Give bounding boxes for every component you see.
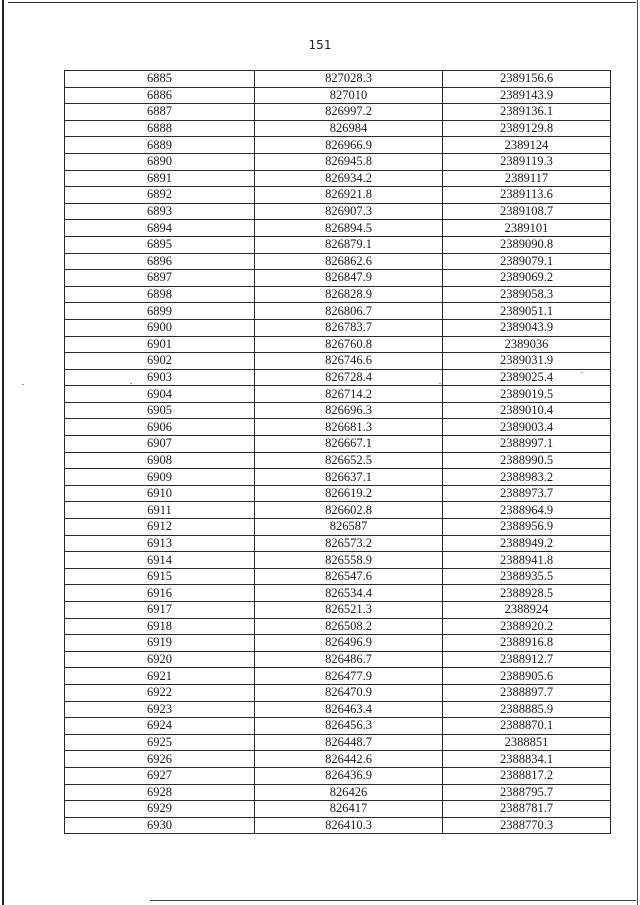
table-row <box>65 568 611 585</box>
y-coordinate-cell: 2389019.5 <box>443 386 611 403</box>
table-row <box>65 236 611 253</box>
table-row <box>65 618 611 635</box>
table-row <box>65 602 611 619</box>
x-coordinate-cell: 826984 <box>255 120 443 137</box>
x-coordinate-cell: 826410.3 <box>255 817 443 834</box>
point-number-cell: 6906 <box>65 419 255 436</box>
y-coordinate-cell: 2389058.3 <box>443 286 611 303</box>
point-number-cell: 6923 <box>65 701 255 718</box>
x-coordinate-cell: 826714.2 <box>255 386 443 403</box>
page-edge-top <box>8 2 636 3</box>
y-coordinate-cell: 2388870.1 <box>443 718 611 735</box>
y-coordinate-cell: 2388916.8 <box>443 635 611 652</box>
x-coordinate-cell: 826997.2 <box>255 104 443 121</box>
table-row <box>65 170 611 187</box>
x-coordinate-cell: 826806.7 <box>255 303 443 320</box>
point-number-cell: 6907 <box>65 436 255 453</box>
y-coordinate-cell: 2388973.7 <box>443 485 611 502</box>
point-number-cell: 6911 <box>65 502 255 519</box>
x-coordinate-cell: 826945.8 <box>255 153 443 170</box>
y-coordinate-cell: 2389156.6 <box>443 71 611 88</box>
point-number-cell: 6899 <box>65 303 255 320</box>
y-coordinate-cell: 2389031.9 <box>443 353 611 370</box>
x-coordinate-cell: 826847.9 <box>255 270 443 287</box>
point-number-cell: 6908 <box>65 452 255 469</box>
table-row <box>65 319 611 336</box>
scan-speck <box>130 383 132 384</box>
x-coordinate-cell: 826966.9 <box>255 137 443 154</box>
coordinates-table <box>64 70 611 834</box>
y-coordinate-cell: 2388928.5 <box>443 585 611 602</box>
y-coordinate-cell: 2389124 <box>443 137 611 154</box>
table-row <box>65 187 611 204</box>
y-coordinate-cell: 2388770.3 <box>443 817 611 834</box>
point-number-cell: 6909 <box>65 469 255 486</box>
scan-speck <box>439 383 441 384</box>
table-row <box>65 71 611 88</box>
table-row <box>65 718 611 735</box>
point-number-cell: 6924 <box>65 718 255 735</box>
table-row <box>65 353 611 370</box>
table-row <box>65 452 611 469</box>
point-number-cell: 6917 <box>65 602 255 619</box>
table-row <box>65 203 611 220</box>
point-number-cell: 6921 <box>65 668 255 685</box>
x-coordinate-cell: 826934.2 <box>255 170 443 187</box>
x-coordinate-cell: 826619.2 <box>255 485 443 502</box>
x-coordinate-cell: 826426 <box>255 784 443 801</box>
y-coordinate-cell: 2388781.7 <box>443 801 611 818</box>
x-coordinate-cell: 826521.3 <box>255 602 443 619</box>
x-coordinate-cell: 826602.8 <box>255 502 443 519</box>
point-number-cell: 6913 <box>65 535 255 552</box>
point-number-cell: 6885 <box>65 71 255 88</box>
x-coordinate-cell: 826652.5 <box>255 452 443 469</box>
table-row <box>65 104 611 121</box>
x-coordinate-cell: 826828.9 <box>255 286 443 303</box>
x-coordinate-cell: 826486.7 <box>255 651 443 668</box>
table-row <box>65 552 611 569</box>
y-coordinate-cell: 2389143.9 <box>443 87 611 104</box>
point-number-cell: 6891 <box>65 170 255 187</box>
point-number-cell: 6900 <box>65 319 255 336</box>
table-row <box>65 270 611 287</box>
point-number-cell: 6920 <box>65 651 255 668</box>
y-coordinate-cell: 2389136.1 <box>443 104 611 121</box>
y-coordinate-cell: 2388817.2 <box>443 767 611 784</box>
x-coordinate-cell: 826894.5 <box>255 220 443 237</box>
table-row <box>65 402 611 419</box>
y-coordinate-cell: 2389025.4 <box>443 369 611 386</box>
table-row <box>65 651 611 668</box>
x-coordinate-cell: 827028.3 <box>255 71 443 88</box>
x-coordinate-cell: 826573.2 <box>255 535 443 552</box>
table-row <box>65 303 611 320</box>
point-number-cell: 6925 <box>65 734 255 751</box>
table-row <box>65 436 611 453</box>
x-coordinate-cell: 826508.2 <box>255 618 443 635</box>
point-number-cell: 6901 <box>65 336 255 353</box>
point-number-cell: 6918 <box>65 618 255 635</box>
page-edge-bottom <box>150 900 636 901</box>
table-row <box>65 120 611 137</box>
y-coordinate-cell: 2388885.9 <box>443 701 611 718</box>
y-coordinate-cell: 2389079.1 <box>443 253 611 270</box>
x-coordinate-cell: 826417 <box>255 801 443 818</box>
x-coordinate-cell: 826728.4 <box>255 369 443 386</box>
point-number-cell: 6922 <box>65 684 255 701</box>
y-coordinate-cell: 2388997.1 <box>443 436 611 453</box>
x-coordinate-cell: 826637.1 <box>255 469 443 486</box>
table-row <box>65 817 611 834</box>
x-coordinate-cell: 826587 <box>255 519 443 536</box>
page-edge-right <box>637 0 638 905</box>
point-number-cell: 6927 <box>65 767 255 784</box>
table-row <box>65 734 611 751</box>
y-coordinate-cell: 2388897.7 <box>443 684 611 701</box>
y-coordinate-cell: 2389113.6 <box>443 187 611 204</box>
page-number: 151 <box>308 38 332 52</box>
table-row <box>65 585 611 602</box>
table-row <box>65 684 611 701</box>
y-coordinate-cell: 2389117 <box>443 170 611 187</box>
y-coordinate-cell: 2388912.7 <box>443 651 611 668</box>
coordinates-table-body <box>65 71 611 834</box>
point-number-cell: 6926 <box>65 751 255 768</box>
point-number-cell: 6896 <box>65 253 255 270</box>
table-row <box>65 87 611 104</box>
x-coordinate-cell: 826879.1 <box>255 236 443 253</box>
point-number-cell: 6895 <box>65 236 255 253</box>
table-row <box>65 153 611 170</box>
table-row <box>65 635 611 652</box>
x-coordinate-cell: 826667.1 <box>255 436 443 453</box>
y-coordinate-cell: 2389036 <box>443 336 611 353</box>
table-row <box>65 286 611 303</box>
y-coordinate-cell: 2388956.9 <box>443 519 611 536</box>
table-row <box>65 220 611 237</box>
x-coordinate-cell: 826783.7 <box>255 319 443 336</box>
y-coordinate-cell: 2388964.9 <box>443 502 611 519</box>
x-coordinate-cell: 826921.8 <box>255 187 443 204</box>
y-coordinate-cell: 2389043.9 <box>443 319 611 336</box>
point-number-cell: 6898 <box>65 286 255 303</box>
table-row <box>65 519 611 536</box>
x-coordinate-cell: 827010 <box>255 87 443 104</box>
table-row <box>65 253 611 270</box>
table-row <box>65 137 611 154</box>
x-coordinate-cell: 826456.3 <box>255 718 443 735</box>
point-number-cell: 6919 <box>65 635 255 652</box>
table-row <box>65 767 611 784</box>
point-number-cell: 6903 <box>65 369 255 386</box>
x-coordinate-cell: 826477.9 <box>255 668 443 685</box>
y-coordinate-cell: 2389010.4 <box>443 402 611 419</box>
table-row <box>65 485 611 502</box>
y-coordinate-cell: 2389051.1 <box>443 303 611 320</box>
y-coordinate-cell: 2388949.2 <box>443 535 611 552</box>
x-coordinate-cell: 826696.3 <box>255 402 443 419</box>
table-row <box>65 784 611 801</box>
point-number-cell: 6930 <box>65 817 255 834</box>
y-coordinate-cell: 2389003.4 <box>443 419 611 436</box>
point-number-cell: 6894 <box>65 220 255 237</box>
x-coordinate-cell: 826470.9 <box>255 684 443 701</box>
table-row <box>65 502 611 519</box>
point-number-cell: 6889 <box>65 137 255 154</box>
table-row <box>65 751 611 768</box>
y-coordinate-cell: 2388851 <box>443 734 611 751</box>
x-coordinate-cell: 826496.9 <box>255 635 443 652</box>
table-row <box>65 336 611 353</box>
y-coordinate-cell: 2388834.1 <box>443 751 611 768</box>
table-row <box>65 668 611 685</box>
point-number-cell: 6914 <box>65 552 255 569</box>
y-coordinate-cell: 2388935.5 <box>443 568 611 585</box>
point-number-cell: 6916 <box>65 585 255 602</box>
x-coordinate-cell: 826746.6 <box>255 353 443 370</box>
x-coordinate-cell: 826436.9 <box>255 767 443 784</box>
y-coordinate-cell: 2388941.8 <box>443 552 611 569</box>
x-coordinate-cell: 826463.4 <box>255 701 443 718</box>
x-coordinate-cell: 826862.6 <box>255 253 443 270</box>
x-coordinate-cell: 826907.3 <box>255 203 443 220</box>
x-coordinate-cell: 826534.4 <box>255 585 443 602</box>
y-coordinate-cell: 2388924 <box>443 602 611 619</box>
y-coordinate-cell: 2388920.2 <box>443 618 611 635</box>
point-number-cell: 6929 <box>65 801 255 818</box>
y-coordinate-cell: 2388990.5 <box>443 452 611 469</box>
point-number-cell: 6902 <box>65 353 255 370</box>
scan-speck <box>581 372 583 373</box>
point-number-cell: 6905 <box>65 402 255 419</box>
y-coordinate-cell: 2388983.2 <box>443 469 611 486</box>
point-number-cell: 6887 <box>65 104 255 121</box>
x-coordinate-cell: 826448.7 <box>255 734 443 751</box>
y-coordinate-cell: 2389101 <box>443 220 611 237</box>
point-number-cell: 6892 <box>65 187 255 204</box>
x-coordinate-cell: 826547.6 <box>255 568 443 585</box>
y-coordinate-cell: 2388905.6 <box>443 668 611 685</box>
table-row <box>65 386 611 403</box>
table-row <box>65 419 611 436</box>
x-coordinate-cell: 826442.6 <box>255 751 443 768</box>
table-row <box>65 801 611 818</box>
x-coordinate-cell: 826760.8 <box>255 336 443 353</box>
table-row <box>65 469 611 486</box>
point-number-cell: 6915 <box>65 568 255 585</box>
point-number-cell: 6897 <box>65 270 255 287</box>
x-coordinate-cell: 826558.9 <box>255 552 443 569</box>
table-row <box>65 701 611 718</box>
table-row <box>65 535 611 552</box>
point-number-cell: 6890 <box>65 153 255 170</box>
point-number-cell: 6893 <box>65 203 255 220</box>
x-coordinate-cell: 826681.3 <box>255 419 443 436</box>
point-number-cell: 6904 <box>65 386 255 403</box>
y-coordinate-cell: 2389108.7 <box>443 203 611 220</box>
point-number-cell: 6888 <box>65 120 255 137</box>
table-row <box>65 369 611 386</box>
point-number-cell: 6886 <box>65 87 255 104</box>
point-number-cell: 6928 <box>65 784 255 801</box>
y-coordinate-cell: 2389119.3 <box>443 153 611 170</box>
page-edge-left <box>2 0 4 905</box>
y-coordinate-cell: 2389129.8 <box>443 120 611 137</box>
y-coordinate-cell: 2389090.8 <box>443 236 611 253</box>
point-number-cell: 6912 <box>65 519 255 536</box>
scan-speck <box>22 384 24 385</box>
point-number-cell: 6910 <box>65 485 255 502</box>
y-coordinate-cell: 2388795.7 <box>443 784 611 801</box>
y-coordinate-cell: 2389069.2 <box>443 270 611 287</box>
